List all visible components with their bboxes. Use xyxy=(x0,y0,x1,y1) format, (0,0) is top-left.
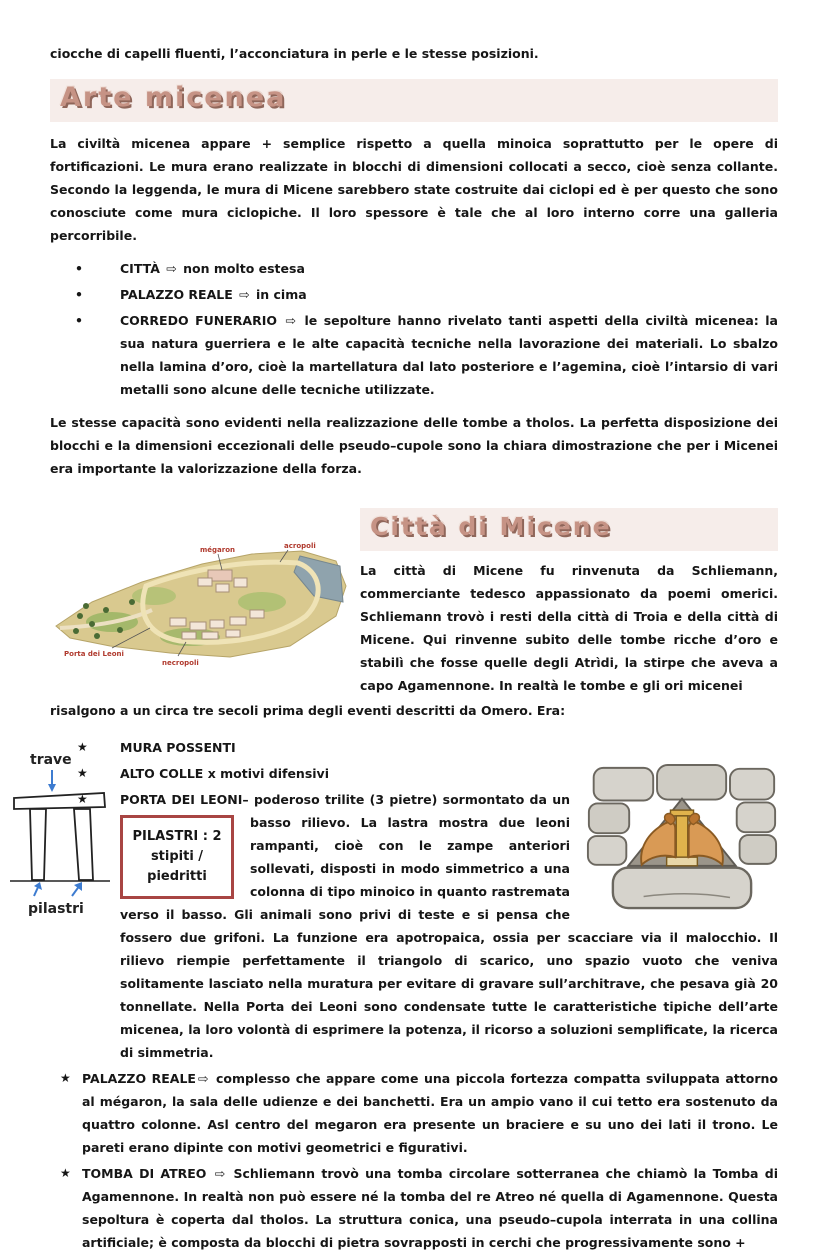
star-icon: ★ xyxy=(77,740,88,754)
star-icon: ★ xyxy=(77,792,88,806)
star-item-text-rest: basso rilievo. La lastra mostra due leoni rampanti, cioè con le zampe anteriori sollevati, disposti in modo simmetrico a una colonna di tipo minoico in quanto rastremata verso il basso. Gli animali sono privi di teste e si pensa che fossero due grifoni. La funzione era apotropaica, ossia per scacciare via il malocchio. Il rilievo riempie perfettamente il triangolo di scarico, uno spazio vuoto che veniva solitamente lasciato nella muratura per evitare di gravare sull’architrave, che pesava già 20 tonnellate. Nella Porta dei Leoni sono condensate tutte le caratteristiche tipiche dell’arte micenea, la loro volontà di esprimere la potenza, il ricorso a soluzioni semplificate, la ricerca di simmetria. xyxy=(120,815,778,1060)
trilithon-label-pilastri: pilastri xyxy=(28,901,84,917)
micene-section xyxy=(50,508,778,697)
bullet-label: CITTÀ xyxy=(120,261,160,276)
trilithon-label-trave: trave xyxy=(30,752,72,768)
paragraph-tholos: Le stesse capacità sono evidenti nella realizzazione delle tombe a tholos. La perfetta disposizione dei blocchi e la dimensioni eccezionali delle pseudo–cupole sono la chiara dimostrazione che per i Micenei era importante la valorizzazione della forza. xyxy=(50,415,778,476)
bullet-icon: • xyxy=(75,287,83,302)
map-label-porta-dei-leoni: Porta dei Leoni xyxy=(64,650,124,658)
star-icon: ★ xyxy=(60,1166,71,1180)
star-item-label: MURA POSSENTI xyxy=(120,740,236,755)
map-label-necropoli: necropoli xyxy=(162,659,199,667)
section-title-arte-micenea xyxy=(50,79,778,122)
star-item-palazzo-reale xyxy=(50,1067,778,1159)
star-item-label: TOMBA DI ATREO xyxy=(82,1166,207,1181)
star-item-text: x motivi difensivi xyxy=(207,766,329,781)
star-item-label: ALTO COLLE xyxy=(120,766,204,781)
pilastri-box-line2: stipiti / xyxy=(150,849,204,864)
arrow-right-icon: ⇨ xyxy=(214,1166,226,1181)
micene-text-column xyxy=(360,508,778,697)
pilastri-box-line3: piedritti xyxy=(147,869,207,884)
bullet-list xyxy=(50,257,778,401)
list-item-corredo xyxy=(75,309,778,401)
star-item-text: Schliemann trovò una tomba circolare sotterranea che chiamò la Tomba di Agamennone. In realtà non può essere né la tomba del re Atreo né quella di Agamennone. Questa sepoltura è coperta dal tholos. La struttura conica, una pseudo–cupola interrata in una collina artificiale; è composta da blocchi di pietra sovrapposti in cerchi che progressivamente sono + xyxy=(82,1166,778,1250)
star-item-alto-colle xyxy=(50,762,778,785)
star-item-text-first: poderoso trilite (3 pietre) sormontato da un xyxy=(253,792,571,807)
bullet-text: le sepolture hanno rivelato tanti aspetti della civiltà micenea: la sua natura guerriera e le alte capacità tecniche nella lavorazione dei materiali. Lo sbalzo nella lamina d’oro, cioè la martellatura dal lato posteriore e l’agemina, cioè l’intarsio di vari metalli sono alcune delle tecniche utilizzate. xyxy=(120,313,778,397)
bullet-icon: • xyxy=(75,261,83,276)
title-citta-di-micene: Città di Micene xyxy=(370,512,612,541)
pilastri-definition-box xyxy=(120,815,234,899)
paragraph-schliemann: La città di Micene fu rinvenuta da Schliemann, commerciante tedesco appassionato da poemi omerici. Schliemann trovò i resti della città di Troia e della città di Micene. Qui rinvenne subito delle tombe ricche d’oro e stabilì che fosse quelle degli Atrìdi, la stirpe che aveva a capo Agamennone. In realtà le tombe e gli ori micenei xyxy=(360,563,778,693)
title-arte-micenea: Arte micenea xyxy=(60,82,287,113)
star-item-label: PORTA DEI LEONI– xyxy=(120,792,249,807)
star-item-mura-possenti xyxy=(50,736,778,759)
star-item-porta-dei-leoni xyxy=(50,788,778,1064)
arrow-right-icon: ⇨ xyxy=(197,1071,209,1086)
bullet-label: PALAZZO REALE xyxy=(120,287,233,302)
map-label-acropoli: acropoli xyxy=(284,542,316,550)
bullet-text: non molto estesa xyxy=(183,261,305,276)
pilastri-box-line1: PILASTRI : 2 xyxy=(132,829,222,844)
paragraph-schliemann-continuation: risalgono a un circa tre secoli prima degli eventi descritti da Omero. Era: xyxy=(50,703,566,718)
map-label-megaron: mégaron xyxy=(200,546,236,554)
star-icon: ★ xyxy=(77,766,88,780)
list-item-citta xyxy=(75,257,778,280)
star-icon: ★ xyxy=(60,1071,71,1085)
star-item-label: PALAZZO REALE xyxy=(82,1071,196,1086)
star-list-section xyxy=(28,736,778,1254)
star-item-tomba-di-atreo xyxy=(50,1162,778,1254)
arrow-right-icon: ⇨ xyxy=(166,261,177,276)
mycenae-map-illustration xyxy=(50,540,350,672)
intro-line: ciocche di capelli fluenti, l’acconciatura in perle e le stesse posizioni. xyxy=(50,46,539,61)
mycenae-map-figure xyxy=(50,508,352,697)
section-title-citta-di-micene xyxy=(360,508,778,551)
star-item-text: complesso che appare come una piccola fortezza compatta sviluppata attorno al mégaron, la sala delle udienze e dei banchetti. Era un ampio vano il cui tetto era sostenuto da quattro colonne. Asl centro del megaron era presente un braciere e su uno dei lati il trono. Le pareti erano dipinte con motivi geometrici e figurativi. xyxy=(82,1071,778,1155)
paragraph-fortificazioni: La civiltà micenea appare + semplice rispetto a quella minoica soprattutto per le opere di fortificazioni. Le mura erano realizzate in blocchi di dimensioni collocati a secco, cioè senza collante. Secondo la leggenda, le mura di Micene sarebbero state costruite dai ciclopi ed è per questo che sono conosciute come mura ciclopiche. Il loro spessore è tale che al loro interno corre una galleria percorribile. xyxy=(50,136,778,243)
bullet-text: in cima xyxy=(255,287,307,302)
arrow-right-icon: ⇨ xyxy=(285,313,296,328)
list-item-palazzo xyxy=(75,283,778,306)
arrow-right-icon: ⇨ xyxy=(239,287,250,302)
bullet-label: CORREDO FUNERARIO xyxy=(120,313,277,328)
bullet-icon: • xyxy=(75,313,83,328)
